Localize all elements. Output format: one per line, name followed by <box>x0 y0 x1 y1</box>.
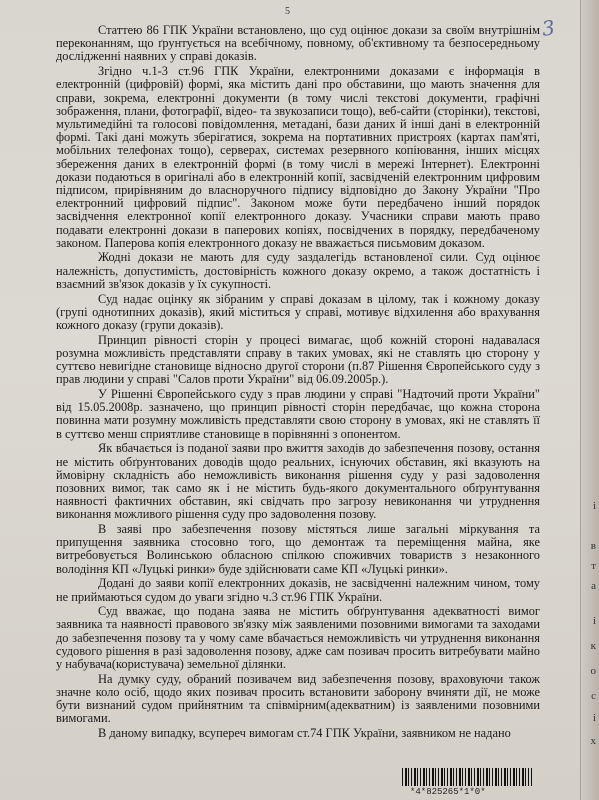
edge-letter: в <box>590 540 596 552</box>
barcode-text: *4*825265*1*0* <box>410 787 486 797</box>
paragraph: Суд вважає, що подана заява не містить обґрунтування адекватності вимог заявника та наявності правового зв'язку між заявленими позовними вимогами та заходами до забезпечення позову та у чому саме вбачається неможливість чи утруднення виконання судового рішення в разі задоволення позову, адже сам позивач просить витребувати майно у набувача(користувача) земельної ділянки. <box>56 604 540 672</box>
paragraph: Суд надає оцінку як зібраним у справі доказам в цілому, так і кожному доказу (групі однотипних доказів), який міститься у справі, мотивує відхилення або врахування кожного доказу (групи доказів). <box>56 291 540 332</box>
paragraph: На думку суду, обраний позивачем вид забезпечення позову, враховуючи також значне коло осіб, щодо яких позивач просить встановити заборону вчиняти дії, не може бути визнаний судом прийнятним та співмірним(адекватним) із заявленими позовними вимогами. <box>56 671 540 726</box>
document-body <box>56 24 540 742</box>
paragraph: У Рішенні Європейського суду з прав людини у справі "Надточий проти України" від 15.05.2008р. зазначено, що принцип рівності сторін передбачає, що кожна сторона повинна мати розумну можливість представляти свою сторону в умовах, які не ставлять її в суттєво менш сприятливе становище в порівнянні з опонентом. <box>56 386 540 441</box>
edge-letter: х <box>590 735 596 747</box>
paragraph: Згідно ч.1-3 ст.96 ГПК України, електронними доказами є інформація в електронній (цифровій) формі, яка містить дані про обставини, що мають значення для справи, зокрема, електронні документи (в тому числі текстові документи, графічні зображення, плани, фотографії, відео- та звукозаписи тощо), веб-сайти (сторінки), текстові, мультимедійні та голосові повідомлення, метадані, бази даних й інші дані в електронній формі. Такі дані можуть зберігатися, зокрема на портативних пристроях (картах пам'яті, мобільних телефонах тощо), серверах, системах резервного копіювання, інших місцях збереження даних в електронній формі (в тому числі в мережі Інтернет). Електронні докази подаються в оригіналі або в електронній копії, засвідченій електронним цифровим підписом, прирівняним до власноручного підпису відповідно до Закону України "Про електронний цифровий підпис". Законом може бути передбачено інший порядок засвідчення електронної копії електронного доказу. Учасники справи мають право подавати електронні докази в паперових копіях, посвідчених в порядку, передбаченому законом. Паперова копія електронного доказу не вважається письмовим доказом. <box>56 64 540 250</box>
paragraph: В заяві про забезпечення позову містяться лише загальні міркування та припущення заявника стосовно того, що демонтаж та переміщення майна, яке витребовується Волинською обласною спілкою споживчих товариств з незаконного володіння КП «Луцькі ринки» буде здійснювати саме КП «Луцькі ринки». <box>56 522 540 576</box>
barcode <box>402 768 532 786</box>
paragraph: Статтею 86 ГПК України встановлено, що суд оцінює докази за своїм внутрішнім переконанням, що ґрунтується на всебічному, повному, об'єктивному та безпосередньому дослідженні наявних у справі доказів. <box>56 23 540 64</box>
edge-letter: т <box>591 560 596 572</box>
edge-letter: к <box>590 640 596 652</box>
paragraph: Жодні докази не мають для суду заздалегідь встановленої сили. Суд оцінює належність, допустимість, достовірність кожного доказу окремо, а також достатність і взаємний зв'язок доказів у їх сукупності. <box>56 250 540 291</box>
adjacent-page-edge <box>580 0 599 800</box>
page-number: 5 <box>285 6 290 17</box>
edge-letter: о <box>590 665 596 677</box>
edge-letter: с <box>591 690 596 702</box>
edge-letter: і <box>592 500 596 512</box>
edge-letter: і <box>592 712 596 724</box>
edge-letter: а <box>591 580 596 592</box>
paragraph: Принцип рівності сторін у процесі вимагає, щоб кожній стороні надавалася розумна можливість представляти справу в таких умовах, які не ставлять цю сторону у суттєво невигідне становище відносно другої сторони (п.87 Рішення Європейського суду з прав людини у справі "Салов проти України" від 06.09.2005р.). <box>56 332 540 387</box>
paragraph: В даному випадку, всупереч вимогам ст.74 ГПК України, заявником не надано <box>98 726 511 741</box>
paragraph: Як вбачається із поданої заяви про вжиття заходів до забезпечення позову, остання не містить обґрунтованих доводів щодо реальних, існуючих обставин, які вказують на ймовірну складність або неможливість виконання рішення суду у разі задоволення позовних вимог, так само як і не містить будь-якого документального обґрунтування наявності фактичних обставин, які свідчать про загрозу невиконання чи утруднення виконання можливого рішення суду про задоволення позову. <box>56 441 540 522</box>
handwritten-mark: 3 <box>540 15 557 41</box>
edge-letter: і <box>592 615 596 627</box>
paragraph: Додані до заяви копії електронних доказів, не засвідченні належним чином, тому не приймаються судом до уваги згідно ч.3 ст.96 ГПК України. <box>56 576 540 604</box>
